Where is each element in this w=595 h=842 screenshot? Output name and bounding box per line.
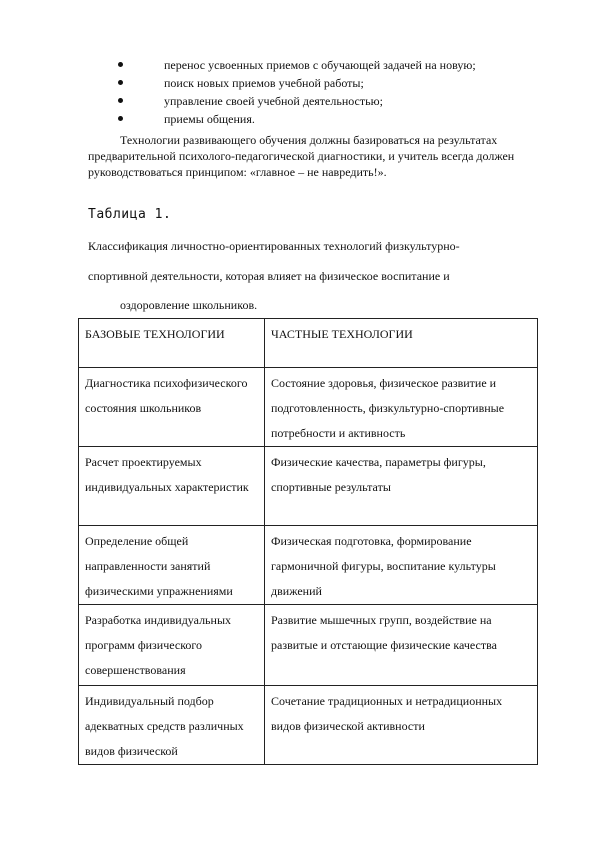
table-title: Таблица 1. [88,207,172,222]
bullet-icon [118,116,123,121]
body-paragraph-text: Технологии развивающего обучения должны базироваться на результатах предварительной психолого-педагогической диагностики, и учитель всегда должен руководствоваться принципом: «главное – не навредить!». [88,133,515,179]
table-caption-line: Классификация личностно-ориентированных технологий физкультурно- [88,239,460,253]
table-caption-line: оздоровление школьников. [120,298,258,312]
table-cell: Индивидуальный подбор адекватных средств различных видов физической [79,686,265,765]
table-row [79,447,538,526]
table-cell: Расчет проектируемых индивидуальных характеристик [79,447,265,526]
table-cell: Определение общей направленности занятий физическими упражнениями [79,526,265,605]
table-cell: Физические качества, параметры фигуры, спортивные результаты [265,447,538,526]
bullet-text: перенос усвоенных приемов с обучающей задачей на новую; [164,58,476,72]
table-cell: Физическая подготовка, формирование гармоничной фигуры, воспитание культуры движений [265,526,538,605]
table-row [79,686,538,765]
bullet-icon [118,62,123,67]
bullet-text: управление своей учебной деятельностью; [164,94,383,108]
table-cell: Развитие мышечных групп, воздействие на развитые и отстающие физические качества [265,605,538,686]
body-paragraph [88,132,528,180]
bullet-icon [118,98,123,103]
bullet-text: поиск новых приемов учебной работы; [164,76,364,90]
bullet-text: приемы общения. [164,112,255,126]
table-row [79,526,538,605]
table-row [79,605,538,686]
table-row [79,368,538,447]
table-cell: Разработка индивидуальных программ физического совершенствования [79,605,265,686]
header-cell-specific: ЧАСТНЫЕ ТЕХНОЛОГИИ [265,319,538,368]
bullet-icon [118,80,123,85]
table-caption-line: спортивной деятельности, которая влияет на физическое воспитание и [88,269,450,283]
table-header-row [79,319,538,368]
table-cell: Состояние здоровья, физическое развитие и подготовленность, физкультурно-спортивные потребности и активность [265,368,538,447]
table-cell: Диагностика психофизического состояния школьников [79,368,265,447]
table-cell: Сочетание традиционных и нетрадиционных видов физической активности [265,686,538,765]
technologies-table [78,318,538,765]
header-cell-basic: БАЗОВЫЕ ТЕХНОЛОГИИ [79,319,265,368]
